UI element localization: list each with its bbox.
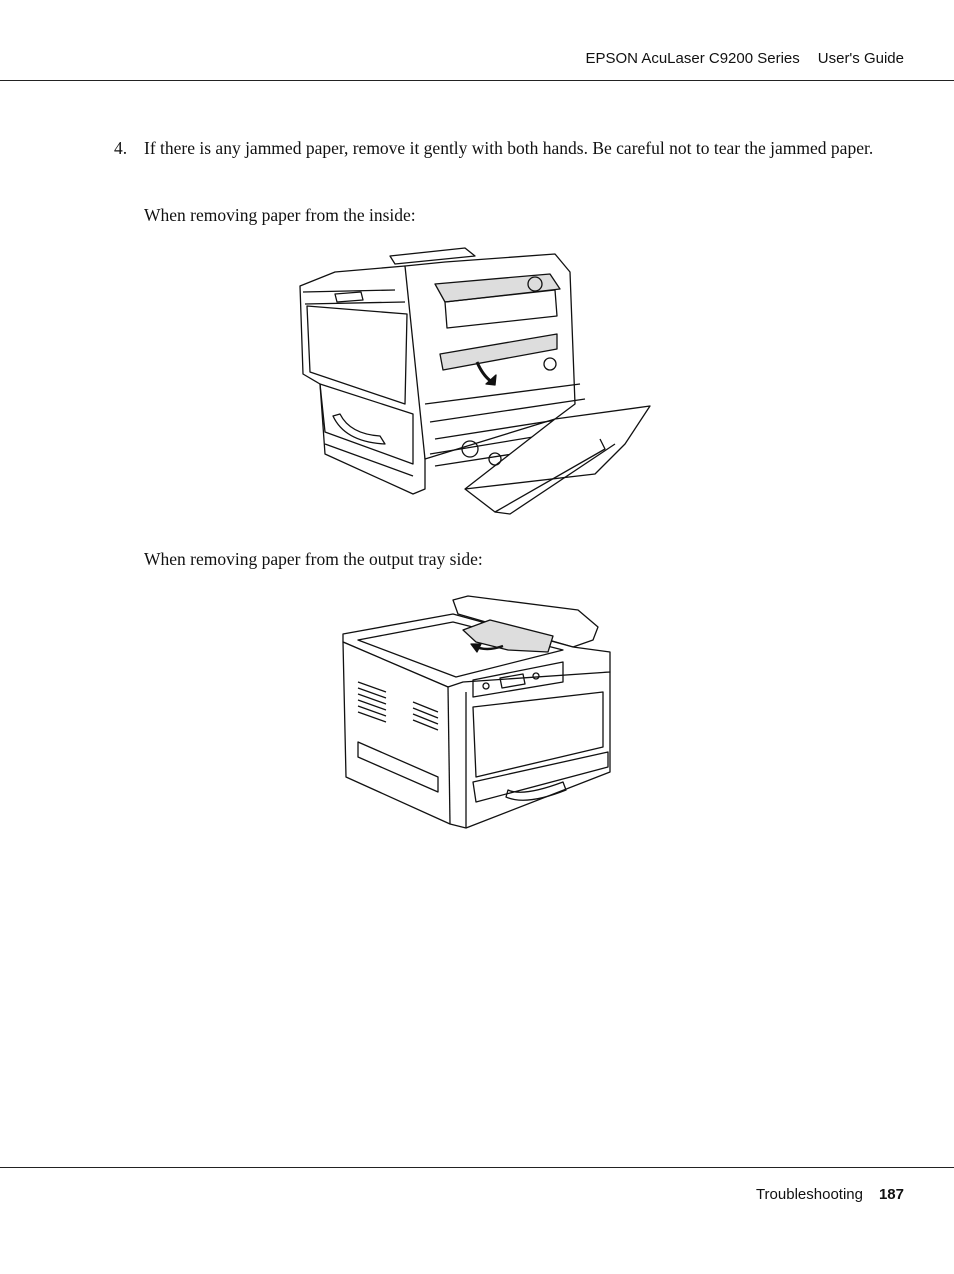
step-number: 4. [114, 138, 128, 158]
caption-output: When removing paper from the output tray side: [144, 549, 483, 569]
printer-open-illustration [295, 244, 660, 519]
footer-rule [0, 1167, 954, 1168]
page-footer [756, 1186, 904, 1203]
header-product: EPSON AcuLaser C9200 Series [585, 50, 800, 67]
header-rule [0, 80, 954, 81]
footer-section: Troubleshooting [755, 1186, 863, 1203]
step-text: If there is any jammed paper, remove it gently with both hands. Be careful not to tear the jammed paper. [144, 138, 874, 158]
page-header [585, 50, 904, 67]
page-number: 187 [878, 1186, 904, 1203]
caption-inside: When removing paper from the inside: [144, 205, 416, 225]
header-guide: User's Guide [817, 50, 904, 67]
printer-output-tray-illustration [338, 592, 616, 832]
